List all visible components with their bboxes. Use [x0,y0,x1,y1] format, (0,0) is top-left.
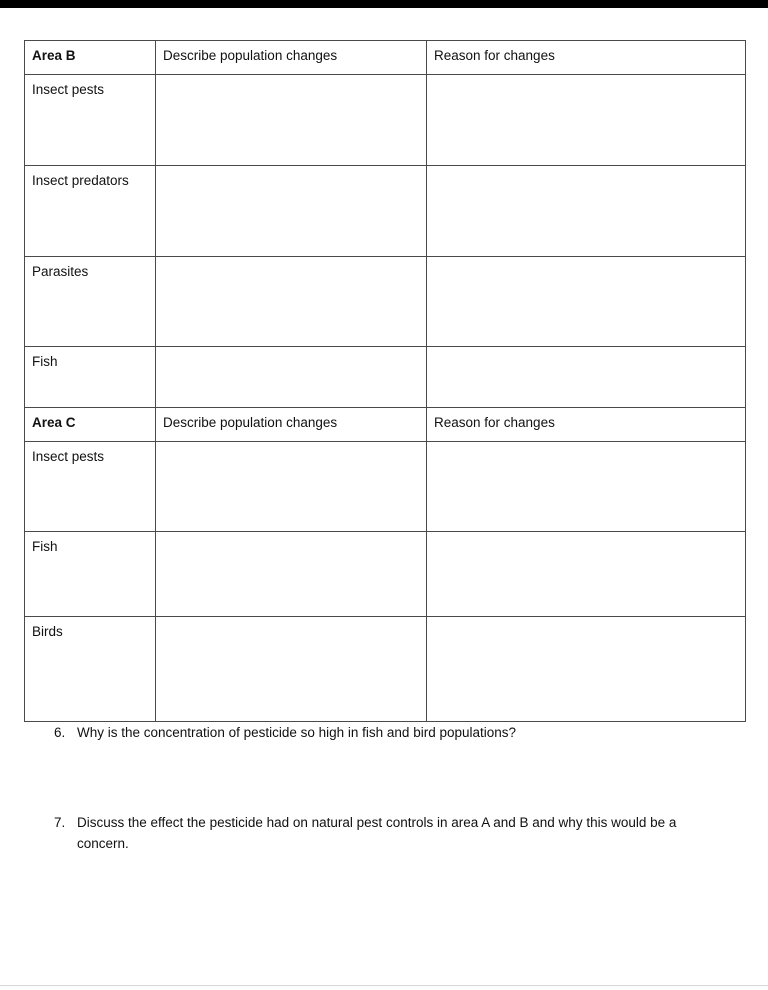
area-c-row-label: Birds [25,617,156,722]
area-c-row-label: Insect pests [25,442,156,532]
area-c-label: Area C [25,408,156,442]
answer-cell[interactable] [427,166,746,257]
question-number: 6. [54,725,66,740]
answer-cell[interactable] [156,166,427,257]
area-b-row-insect-predators [25,166,746,257]
area-b-row-insect-pests [25,75,746,166]
answer-cell[interactable] [427,75,746,166]
area-c-row-label: Fish [25,532,156,617]
area-c-reason-heading: Reason for changes [427,408,746,442]
question-text-continued: concern. [77,836,129,851]
page-bottom-divider [0,985,768,986]
answer-cell[interactable] [156,257,427,347]
area-c-header-row [25,408,746,442]
answer-cell[interactable] [427,617,746,722]
area-b-header-row [25,41,746,75]
answer-cell[interactable] [427,257,746,347]
area-b-row-label: Parasites [25,257,156,347]
area-c-row-insect-pests [25,442,746,532]
answer-cell[interactable] [156,75,427,166]
area-b-row-label: Insect pests [25,75,156,166]
answer-cell[interactable] [427,442,746,532]
answer-cell[interactable] [427,347,746,408]
area-b-row-fish [25,347,746,408]
answer-cell[interactable] [156,617,427,722]
question-text: Why is the concentration of pesticide so high in fish and bird populations? [77,725,517,740]
area-b-row-parasites [25,257,746,347]
answer-cell[interactable] [156,442,427,532]
answer-cell[interactable] [156,532,427,617]
area-c-changes-heading: Describe population changes [156,408,427,442]
area-b-label: Area B [25,41,156,75]
question-text: Discuss the effect the pesticide had on natural pest controls in area A and B and why this would be a [77,815,677,830]
population-changes-table [24,40,746,722]
question-6 [54,722,734,743]
area-b-row-label: Fish [25,347,156,408]
question-7 [54,812,734,854]
area-b-row-label: Insect predators [25,166,156,257]
top-black-bar [0,0,768,8]
area-b-changes-heading: Describe population changes [156,41,427,75]
area-c-row-birds [25,617,746,722]
question-number: 7. [54,815,66,830]
area-b-reason-heading: Reason for changes [427,41,746,75]
answer-cell[interactable] [427,532,746,617]
answer-cell[interactable] [156,347,427,408]
area-c-row-fish [25,532,746,617]
